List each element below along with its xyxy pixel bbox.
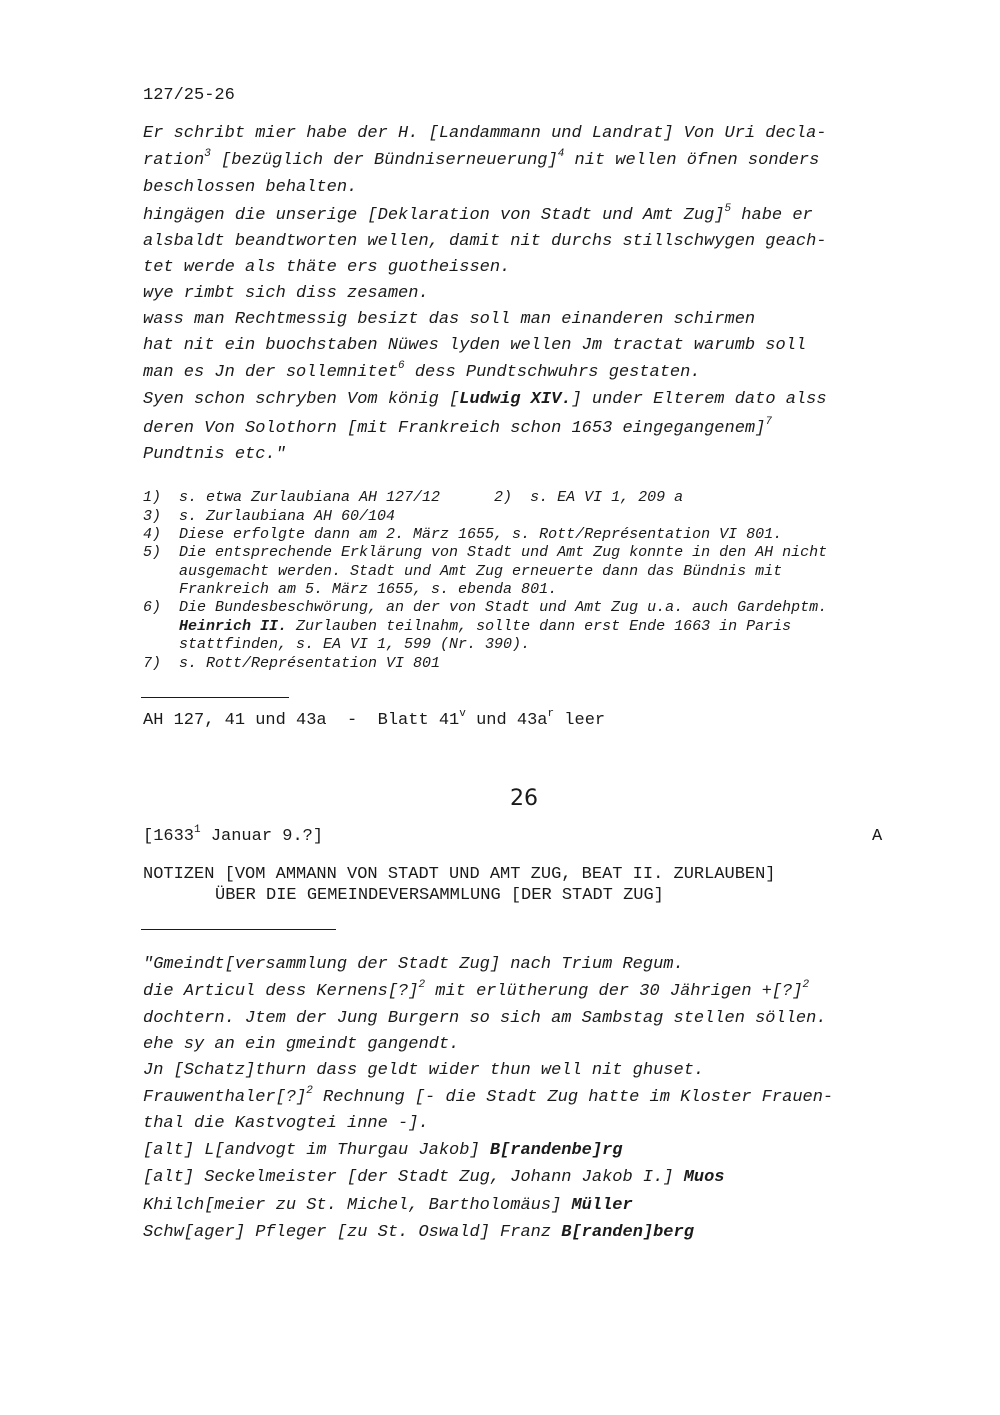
text-line: Schw[ager] Pfleger [zu St. Oswald] Franz B[randen]berg [143, 1223, 694, 1242]
text-line: beschlossen behalten. [143, 178, 358, 197]
footnote-line: 1) s. etwa Zurlaubiana AH 127/12 2) s. EA VI 1, 209 a [143, 489, 684, 506]
document-title-line2: ÜBER DIE GEMEINDEVERSAMMLUNG [DER STADT ZUG] [215, 886, 664, 905]
footnote-line: 7) s. Rott/Représentation VI 801 [143, 655, 441, 672]
footnote-line: 6) Die Bundesbeschwörung, an der von Stadt und Amt Zug u.a. auch Gardehptm. [143, 599, 828, 616]
blank-pages-note: AH 127, 41 und 43a - Blatt 41$^v$ und $43a^r$ leer [143, 708, 606, 730]
text-line: ehe sy an ein gmeindt gangendt. [143, 1035, 460, 1054]
text-line: Jn [Schatz]thurn dass geldt wider thun well nit ghuset. [143, 1061, 705, 1080]
text-line: alsbaldt beandtworten wellen, damit nit durchs stillschwygen geach- [143, 232, 827, 251]
document-date: [1633$^1$ Januar 9.?] [143, 824, 324, 846]
text-line: dochtern. Jtem der Jung Burgern so sich am Sambstag stellen söllen. [143, 1009, 827, 1028]
text-line: hingägen die unserige [Deklaration von Stadt und Amt Zug]$^5$ habe er [143, 203, 813, 225]
text-line: thal die Kastvogtei inne -]. [143, 1114, 429, 1133]
footnote-line: 5) Die entsprechende Erklärung von Stadt und Amt Zug konnte in den AH nicht [143, 544, 828, 561]
text-line: die Articul dess Kernens[?]$^2$ mit erlütherung der 30 Jährigen +[?]$^2$ [143, 979, 810, 1001]
text-line: Syen schon schryben Vom könig [Ludwig XIV.] under Elterem dato alss [143, 390, 827, 409]
separator-rule [141, 697, 289, 698]
text-line: Khilch[meier zu St. Michel, Bartholomäus] Müller [143, 1196, 633, 1215]
text-line: "Gmeindt[versammlung der Stadt Zug] nach Trium Regum. [143, 955, 684, 974]
document-type-letter: A [872, 827, 883, 846]
text-line: Pundtnis etc." [143, 445, 286, 464]
footnote-line: stattfinden, s. EA VI 1, 599 (Nr. 390). [143, 636, 531, 653]
title-separator-rule [141, 929, 336, 930]
text-line: man es Jn der sollemnitet$^6$ dess Pundtschwuhrs gestaten. [143, 360, 701, 382]
text-line: Frauwenthaler[?]$^2$ Rechnung [- die Stadt Zug hatte im Kloster Frauen- [143, 1085, 834, 1107]
text-line: Er schribt mier habe der H. [Landammann und Landrat] Von Uri decla- [143, 124, 827, 143]
page-reference: 127/25-26 [143, 86, 235, 105]
text-line: wye rimbt sich diss zesamen. [143, 284, 429, 303]
text-line: hat nit ein buochstaben Nüwes lyden wellen Jm tractat warumb soll [143, 336, 807, 355]
text-line: tet werde als thäte ers guotheissen. [143, 258, 511, 277]
text-line: [alt] Seckelmeister [der Stadt Zug, Johann Jakob I.] Muos [143, 1168, 725, 1187]
footnote-line: 3) s. Zurlaubiana AH 60/104 [143, 508, 396, 525]
text-line: ration$^3$ [bezüglich der Bündniserneuerung]$^4$ nit wellen öfnen sonders [143, 148, 820, 170]
footnote-line: Frankreich am 5. März 1655, s. ebenda 801. [143, 581, 558, 598]
footnote-line: 4) Diese erfolgte dann am 2. März 1655, s. Rott/Représentation VI 801. [143, 526, 783, 543]
document-number: 26 [510, 786, 538, 811]
document-title-line1: NOTIZEN [VOM AMMANN VON STADT UND AMT ZUG, BEAT II. ZURLAUBEN] [143, 865, 776, 884]
text-line: [alt] L[andvogt im Thurgau Jakob] B[randenbe]rg [143, 1141, 623, 1160]
footnote-line: Heinrich II. Zurlauben teilnahm, sollte dann erst Ende 1663 in Paris [179, 618, 792, 635]
text-line: deren Von Solothorn [mit Frankreich schon 1653 eingegangenem]$^7$ [143, 416, 772, 438]
text-line: wass man Rechtmessig besizt das soll man einanderen schirmen [143, 310, 756, 329]
footnote-line: ausgemacht werden. Stadt und Amt Zug erneuerte dann das Bündnis mit [143, 563, 783, 580]
